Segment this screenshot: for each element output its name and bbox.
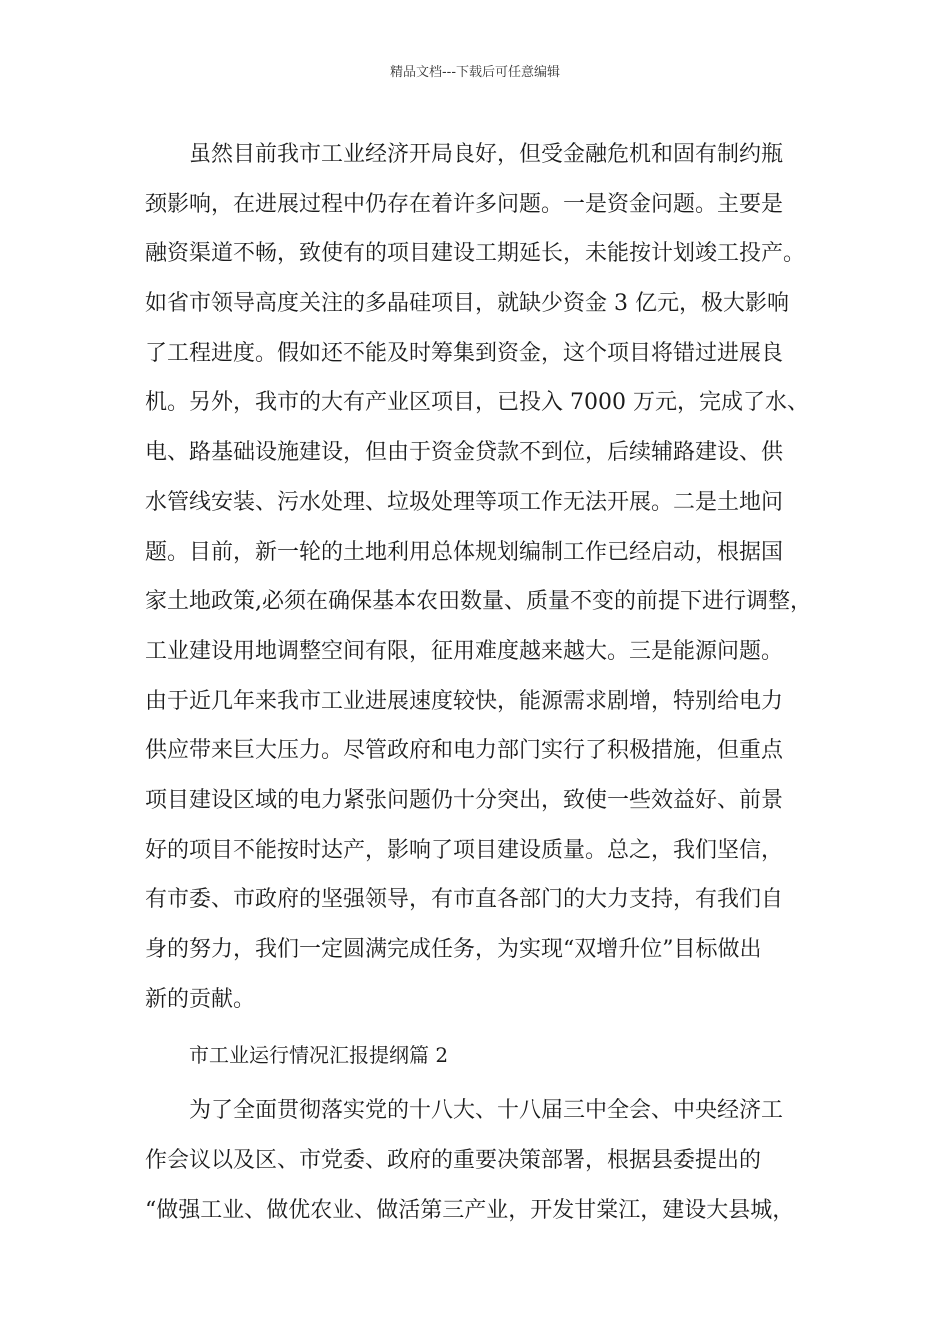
document-body xyxy=(145,130,825,1235)
paragraph-line: 为了全面贯彻落实党的十八大、十八届三中全会、中央经济工 xyxy=(189,1098,784,1124)
paragraph-line: 虽然目前我市工业经济开局良好，但受金融危机和固有制约瓶 xyxy=(189,142,784,167)
paragraph-line: 电、路基础设施建设，但由于资金贷款不到位，后续辅路建设、供 xyxy=(145,440,784,466)
paragraph-1 xyxy=(145,130,825,1024)
paragraph-line: “做强工业、做优农业、做活第三产业，开发甘棠江，建设大县城， xyxy=(145,1197,795,1223)
paragraph-line: 供应带来巨大压力。尽管政府和电力部门实行了积极措施，但重点 xyxy=(145,738,784,764)
paragraph-line: 题。目前，新一轮的土地利用总体规划编制工作已经启动，根据国 xyxy=(145,539,784,565)
paragraph-line: 颈影响，在进展过程中仍存在着许多问题。一是资金问题。主要是 xyxy=(145,191,784,217)
page-header: 精品文档---下载后可任意编辑 xyxy=(389,65,561,80)
paragraph-line: 机。另外，我市的大有产业区项目，已投入 7000 万元，完成了水、 xyxy=(145,390,809,416)
paragraph-line: 了工程进度。假如还不能及时筹集到资金，这个项目将错过进展良 xyxy=(145,340,784,366)
paragraph-line: 融资渠道不畅，致使有的项目建设工期延长，未能按计划竣工投产。 xyxy=(145,241,806,267)
paragraph-line: 新的贡献。 xyxy=(145,986,256,1012)
paragraph-line: 由于近几年来我市工业进展速度较快，能源需求剧增，特别给电力 xyxy=(145,688,784,714)
paragraph-line: 作会议以及区、市党委、政府的重要决策部署，根据县委提出的 xyxy=(145,1148,762,1174)
paragraph-line: 项目建设区域的电力紧张问题仍十分突出，致使一些效益好、前景 xyxy=(145,787,784,813)
paragraph-line: 好的项目不能按时达产，影响了项目建设质量。总之，我们坚信， xyxy=(145,837,784,863)
paragraph-line: 如省市领导高度关注的多晶硅项目，就缺少资金 3 亿元，极大影响 xyxy=(145,291,789,317)
section-heading: 市工业运行情况汇报提纲篇 2 xyxy=(189,1043,449,1068)
paragraph-line: 工业建设用地调整空间有限，征用难度越来越大。三是能源问题。 xyxy=(145,638,784,664)
paragraph-line: 水管线安装、污水处理、垃圾处理等项工作无法开展。二是土地问 xyxy=(145,489,784,515)
paragraph-line: 身的努力，我们一定圆满完成任务，为实现“双增升位”目标做出 xyxy=(145,937,762,962)
paragraph-line: 家土地政策,必须在确保基本农田数量、质量不变的前提下进行调整， xyxy=(145,589,812,615)
paragraph-line: 有市委、市政府的坚强领导，有市直各部门的大力支持，有我们自 xyxy=(145,887,784,913)
paragraph-2 xyxy=(145,1086,825,1235)
